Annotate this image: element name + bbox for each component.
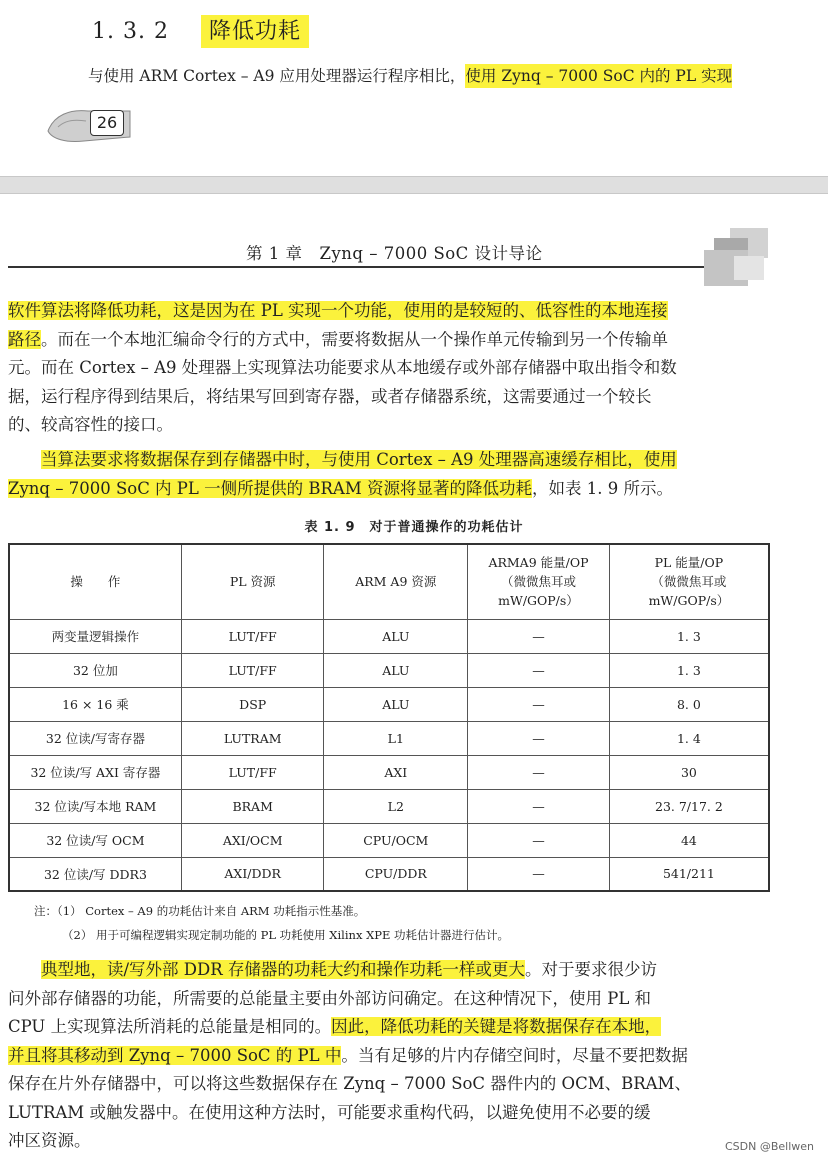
- cell-pl-resource: AXI/DDR: [181, 857, 324, 891]
- cell-arm-energy: —: [468, 823, 610, 857]
- para3-line4: 。当有足够的片内存储空间时，尽量不要把数据: [341, 1045, 688, 1065]
- page-number: 26: [90, 110, 124, 136]
- header-arm-resource: ARM A9 资源: [324, 544, 468, 619]
- cell-arm-resource: ALU: [324, 687, 468, 721]
- watermark: CSDN @Bellwen: [724, 1140, 814, 1153]
- cell-arm-resource: AXI: [324, 755, 468, 789]
- cell-pl-resource: LUT/FF: [181, 755, 324, 789]
- note-1: 注：（1） Cortex – A9 的功耗估计来自 ARM 功耗指示性基准。: [34, 904, 366, 918]
- table-caption: 表 1. 9 对于普通操作的功耗估计: [304, 520, 524, 535]
- cell-pl-resource: AXI/OCM: [181, 823, 324, 857]
- cell-operation: 32 位读/写 DDR3: [9, 857, 181, 891]
- section-number: 1. 3. 2: [92, 19, 169, 44]
- cell-arm-resource: CPU/DDR: [324, 857, 468, 891]
- para3-line6: LUTRAM 或触发器中。在使用这种方法时，可能要求重构代码，以避免使用不必要的缓: [8, 1102, 651, 1122]
- header-decoration-icon: [700, 228, 770, 290]
- para2-line1: 当算法要求将数据保存到存储器中时，与使用 Cortex – A9 处理器高速缓存相比，使用: [41, 450, 677, 469]
- para3-line5: 保存在片外存储器中，可以将这些数据保存在 Zynq – 7000 SoC 器件内的 OCM、BRAM、: [8, 1074, 691, 1093]
- header-operation: 操 作: [9, 544, 181, 619]
- cell-operation: 两变量逻辑操作: [9, 619, 181, 653]
- cell-pl-energy: 1. 3: [609, 619, 769, 653]
- cell-pl-energy: 541/211: [609, 857, 769, 891]
- table-row: [9, 755, 769, 789]
- intro-highlight: 使用 Zynq – 7000 SoC 内的 PL 实现: [465, 64, 732, 88]
- section-heading: [92, 14, 309, 45]
- para2-line2: ，如表 1. 9 所示。: [531, 478, 673, 498]
- cell-arm-energy: —: [468, 857, 610, 891]
- cell-pl-energy: 1. 3: [609, 653, 769, 687]
- cell-arm-resource: CPU/OCM: [324, 823, 468, 857]
- para1-line2-highlight: 路径: [8, 329, 41, 349]
- table-row: [9, 721, 769, 755]
- running-header: 第 1 章 Zynq – 7000 SoC 设计导论: [246, 244, 543, 263]
- cell-pl-energy: 1. 4: [609, 721, 769, 755]
- cell-arm-energy: —: [468, 789, 610, 823]
- cell-arm-resource: L2: [324, 789, 468, 823]
- para2-line2-highlight: Zynq – 7000 SoC 内 PL 一侧所提供的 BRAM 资源将显著的降低功耗: [8, 478, 532, 498]
- section-title: 降低功耗: [201, 15, 309, 48]
- table-row: [9, 619, 769, 653]
- cell-pl-energy: 8. 0: [609, 687, 769, 721]
- table-row: [9, 687, 769, 721]
- cell-pl-resource: LUT/FF: [181, 619, 324, 653]
- intro-text: 与使用 ARM Cortex – A9 应用处理器运行程序相比，: [88, 67, 466, 85]
- cell-pl-resource: LUTRAM: [181, 721, 324, 755]
- cell-pl-resource: DSP: [181, 687, 324, 721]
- table-header-row: [9, 544, 769, 619]
- para1-line1: 软件算法将降低功耗，这是因为在 PL 实现一个功能，使用的是较短的、低容性的本地连接: [8, 301, 668, 320]
- cell-pl-energy: 23. 7/17. 2: [609, 789, 769, 823]
- para1-line3: 元。而在 Cortex – A9 处理器上实现算法功能要求从本地缓存或外部存储器中取出指令和数: [8, 358, 677, 377]
- table-row: [9, 823, 769, 857]
- table-row: [9, 857, 769, 891]
- table-row: [9, 789, 769, 823]
- header-pl-resource: PL 资源: [181, 544, 324, 619]
- para1-line2: 。而在一个本地汇编命令行的方式中，需要将数据从一个操作单元传输到另一个传输单: [41, 329, 668, 349]
- para1-line4: 据，运行程序得到结果后，将结果写回到寄存器，或者存储器系统，这需要通过一个较长: [8, 386, 652, 406]
- paragraph-3: [8, 956, 820, 1156]
- cell-arm-energy: —: [468, 687, 610, 721]
- cell-operation: 32 位加: [9, 653, 181, 687]
- cell-arm-energy: —: [468, 755, 610, 789]
- para1-line5: 的、较高容性的接口。: [8, 415, 173, 434]
- para3-line1: 。对于要求很少访: [524, 960, 657, 979]
- cell-arm-energy: —: [468, 619, 610, 653]
- cell-arm-energy: —: [468, 721, 610, 755]
- cell-arm-resource: ALU: [324, 653, 468, 687]
- para3-line2: 问外部存储器的功能，所需要的总能量主要由外部访问确定。在这种情况下，使用 PL 和: [8, 988, 652, 1008]
- para3-line1-highlight: 典型地，读/写外部 DDR 存储器的功耗大约和操作功耗一样或更大: [41, 960, 525, 979]
- header-pl-energy: PL 能量/OP （微微焦耳或 mW/GOP/s）: [609, 544, 769, 619]
- header-arm-energy: ARMA9 能量/OP （微微焦耳或 mW/GOP/s）: [468, 544, 610, 619]
- cell-pl-resource: BRAM: [181, 789, 324, 823]
- power-estimate-table: [8, 543, 770, 892]
- cell-pl-resource: LUT/FF: [181, 653, 324, 687]
- header-rule: [8, 266, 708, 268]
- cell-operation: 32 位读/写 AXI 寄存器: [9, 755, 181, 789]
- table-row: [9, 653, 769, 687]
- table-notes: [34, 899, 509, 947]
- paragraph-2: [8, 446, 820, 503]
- cell-operation: 32 位读/写 OCM: [9, 823, 181, 857]
- cell-arm-energy: —: [468, 653, 610, 687]
- para3-line4-highlight: 并且将其移动到 Zynq – 7000 SoC 的 PL 中: [8, 1045, 342, 1065]
- cell-arm-resource: ALU: [324, 619, 468, 653]
- cell-operation: 32 位读/写本地 RAM: [9, 789, 181, 823]
- cell-arm-resource: L1: [324, 721, 468, 755]
- para3-line3: CPU 上实现算法所消耗的总能量是相同的。: [8, 1017, 332, 1036]
- para3-line3-highlight: 因此，降低功耗的关键是将数据保存在本地，: [331, 1017, 662, 1036]
- note-2: （2） 用于可编程逻辑实现定制功能的 PL 功耗使用 Xilinx XPE 功耗估计器进行估计。: [62, 928, 510, 942]
- para3-line7: 冲区资源。: [8, 1131, 91, 1150]
- page-break: [0, 176, 828, 194]
- cell-operation: 16 × 16 乘: [9, 687, 181, 721]
- paragraph-1: [8, 297, 820, 440]
- cell-operation: 32 位读/写寄存器: [9, 721, 181, 755]
- cell-pl-energy: 30: [609, 755, 769, 789]
- cell-pl-energy: 44: [609, 823, 769, 857]
- intro-line: [88, 64, 732, 86]
